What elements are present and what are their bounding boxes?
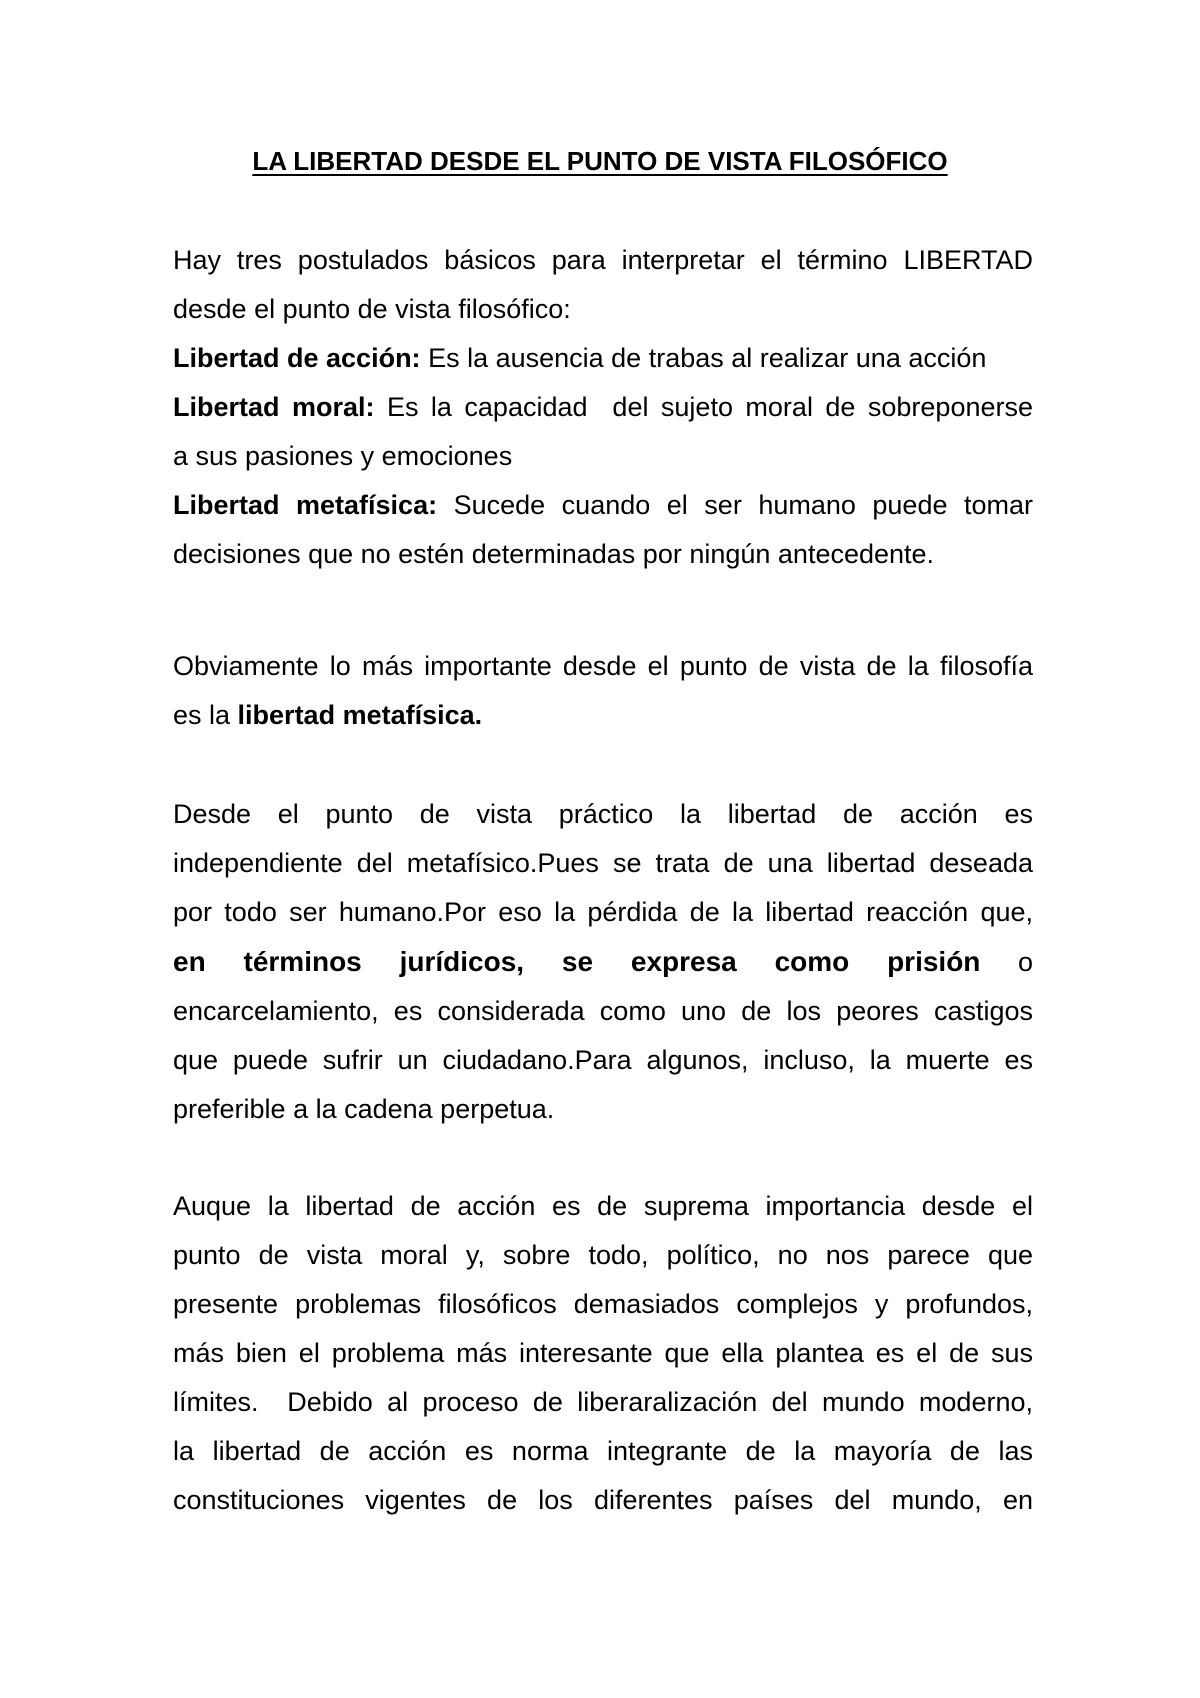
definition-term: Libertad moral:	[173, 392, 375, 422]
intro-section	[173, 236, 1033, 579]
paragraph-4-line-5: límites. Debido al proceso de liberaralización del mundo moderno,	[173, 1387, 1033, 1417]
paragraph-4-line-6: la libertad de acción es norma integrante de la mayoría de las	[173, 1436, 1033, 1466]
paragraph-3-line-1: Desde el punto de vista práctico la libertad de acción es	[173, 799, 1033, 829]
paragraph-2-prefix: es la	[173, 700, 238, 730]
document-title: LA LIBERTAD DESDE EL PUNTO DE VISTA FILOSÓFICO	[252, 146, 948, 176]
paragraph-2-line-1: Obviamente lo más importante desde el punto de vista de la filosofía	[173, 651, 1033, 681]
paragraph-4-line-2: punto de vista moral y, sobre todo, político, no nos parece que	[173, 1240, 1033, 1270]
definition-term: Libertad metafísica:	[173, 490, 438, 520]
paragraph-3-line-6: que puede sufrir un ciudadano.Para algunos, incluso, la muerte es	[173, 1045, 1033, 1075]
paragraph-4-line-7: constituciones vigentes de los diferentes países del mundo, en	[173, 1485, 1033, 1515]
definition-metafisica	[173, 481, 1033, 530]
paragraph-3-line-2: independiente del metafísico.Pues se trata de una libertad deseada	[173, 848, 1033, 878]
paragraph-3-line-4-rest: o	[980, 947, 1033, 977]
paragraph-3-bold: en términos jurídicos, se expresa como prisión	[173, 946, 981, 977]
paragraph-4-line-4: más bien el problema más interesante que ella plantea es el de sus	[173, 1338, 1033, 1368]
intro-line-1: Hay tres postulados básicos para interpretar el término LIBERTAD	[173, 245, 1033, 275]
paragraph-3-line-7: preferible a la cadena perpetua.	[173, 1094, 555, 1124]
definition-moral-cont: a sus pasiones y emociones	[173, 441, 513, 471]
definition-term: Libertad de acción:	[173, 343, 421, 373]
paragraph-3	[173, 790, 1033, 1134]
paragraph-4-line-1: Auque la libertad de acción es de suprema importancia desde el	[173, 1191, 1033, 1221]
definition-text: Es la ausencia de trabas al realizar una acción	[420, 343, 987, 373]
paragraph-3-line-4	[173, 937, 1033, 987]
paragraph-2-bold: libertad metafísica.	[237, 700, 483, 730]
definition-text: Sucede cuando el ser humano puede tomar	[437, 490, 1034, 520]
intro-line-2: desde el punto de vista filosófico:	[173, 294, 571, 324]
definition-metafisica-cont: decisiones que no estén determinadas por ningún antecedente.	[173, 539, 935, 569]
paragraph-2-line-2	[173, 691, 1033, 740]
definition-text: Es la capacidad del sujeto moral de sobreponerse	[374, 392, 1034, 422]
definition-accion	[173, 334, 1033, 383]
paragraph-3-line-5: encarcelamiento, es considerada como uno de los peores castigos	[173, 996, 1033, 1026]
paragraph-3-line-3: por todo ser humano.Por eso la pérdida de la libertad reacción que,	[173, 897, 1033, 927]
paragraph-4-line-3: presente problemas filosóficos demasiados complejos y profundos,	[173, 1289, 1033, 1319]
definition-moral	[173, 383, 1033, 432]
paragraph-2	[173, 642, 1033, 740]
paragraph-4	[173, 1182, 1033, 1525]
